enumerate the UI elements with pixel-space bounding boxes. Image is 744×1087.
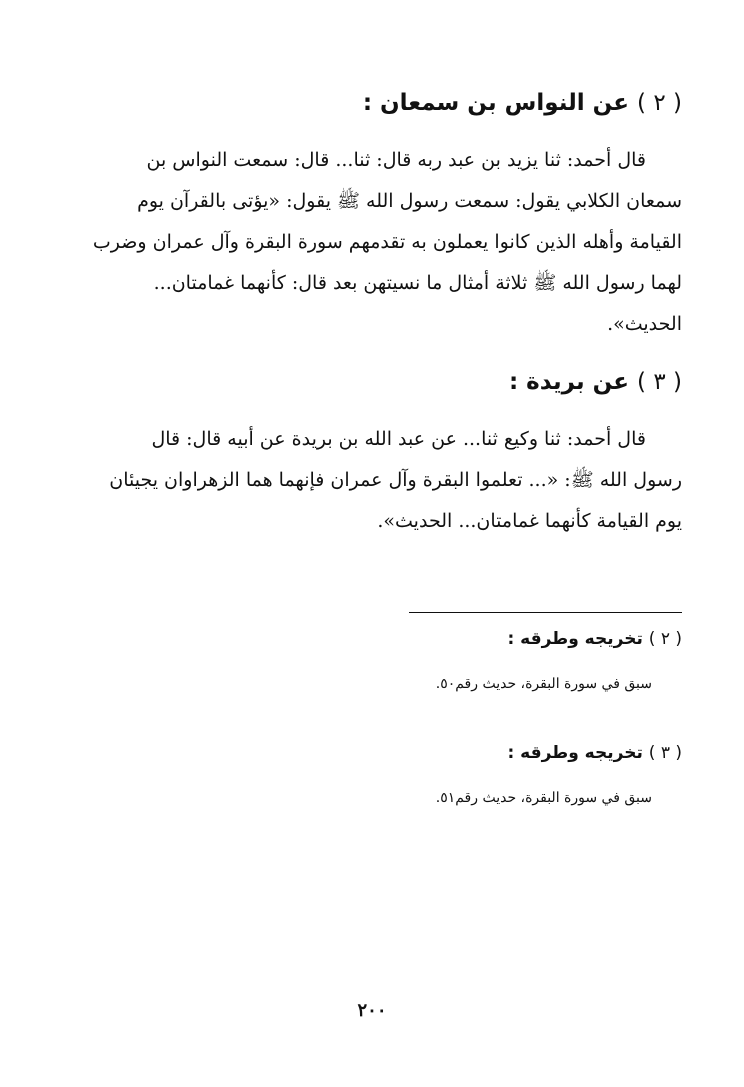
footnote-heading-3 <box>507 745 682 762</box>
footnote-text-2: سبق في سورة البقرة، حديث رقم٥٠. <box>435 676 652 692</box>
section-heading-2 <box>363 92 682 115</box>
section-number: ( ٢ ) <box>637 90 682 116</box>
page-number: ٢٠٠ <box>357 1000 387 1021</box>
footnote-number: ( ٣ ) <box>648 743 682 763</box>
text-line: سمعان الكلابي يقول: سمعت رسول الله ﷺ يقول: «يؤتى بالقرآن يوم <box>137 190 682 212</box>
section-body-3 <box>54 419 682 542</box>
text-line: قال أحمد: ثنا يزيد بن عبد ربه قال: ثنا... قال: سمعت النواس بن <box>146 149 646 171</box>
text-line: لهما رسول الله ﷺ ثلاثة أمثال ما نسيتهن بعد قال: كأنهما غمامتان... <box>153 272 682 294</box>
footnote-title: تخريجه وطرقه : <box>507 629 643 649</box>
section-title: عن النواس بن سمعان : <box>362 90 630 116</box>
text-line: رسول الله ﷺ: «... تعلموا البقرة وآل عمران فإنهما هما الزهراوان يجيئان <box>109 469 682 491</box>
section-body-2 <box>54 140 682 345</box>
footnote-divider <box>409 612 682 613</box>
footnote-text-3: سبق في سورة البقرة، حديث رقم٥١. <box>435 790 652 806</box>
footnote-title: تخريجه وطرقه : <box>507 743 643 763</box>
section-title: عن بريدة : <box>508 369 630 395</box>
text-line: الحديث». <box>607 313 682 335</box>
text-line: قال أحمد: ثنا وكيع ثنا... عن عبد الله بن بريدة عن أبيه قال: قال <box>151 428 646 450</box>
section-number: ( ٣ ) <box>637 369 682 395</box>
footnote-number: ( ٢ ) <box>648 629 682 649</box>
text-line: القيامة وأهله الذين كانوا يعملون به تقدمهم سورة البقرة وآل عمران وضرب <box>92 231 682 253</box>
text-line: يوم القيامة كأنهما غمامتان... الحديث». <box>377 510 682 532</box>
footnote-heading-2 <box>507 631 682 648</box>
section-heading-3 <box>509 371 682 394</box>
